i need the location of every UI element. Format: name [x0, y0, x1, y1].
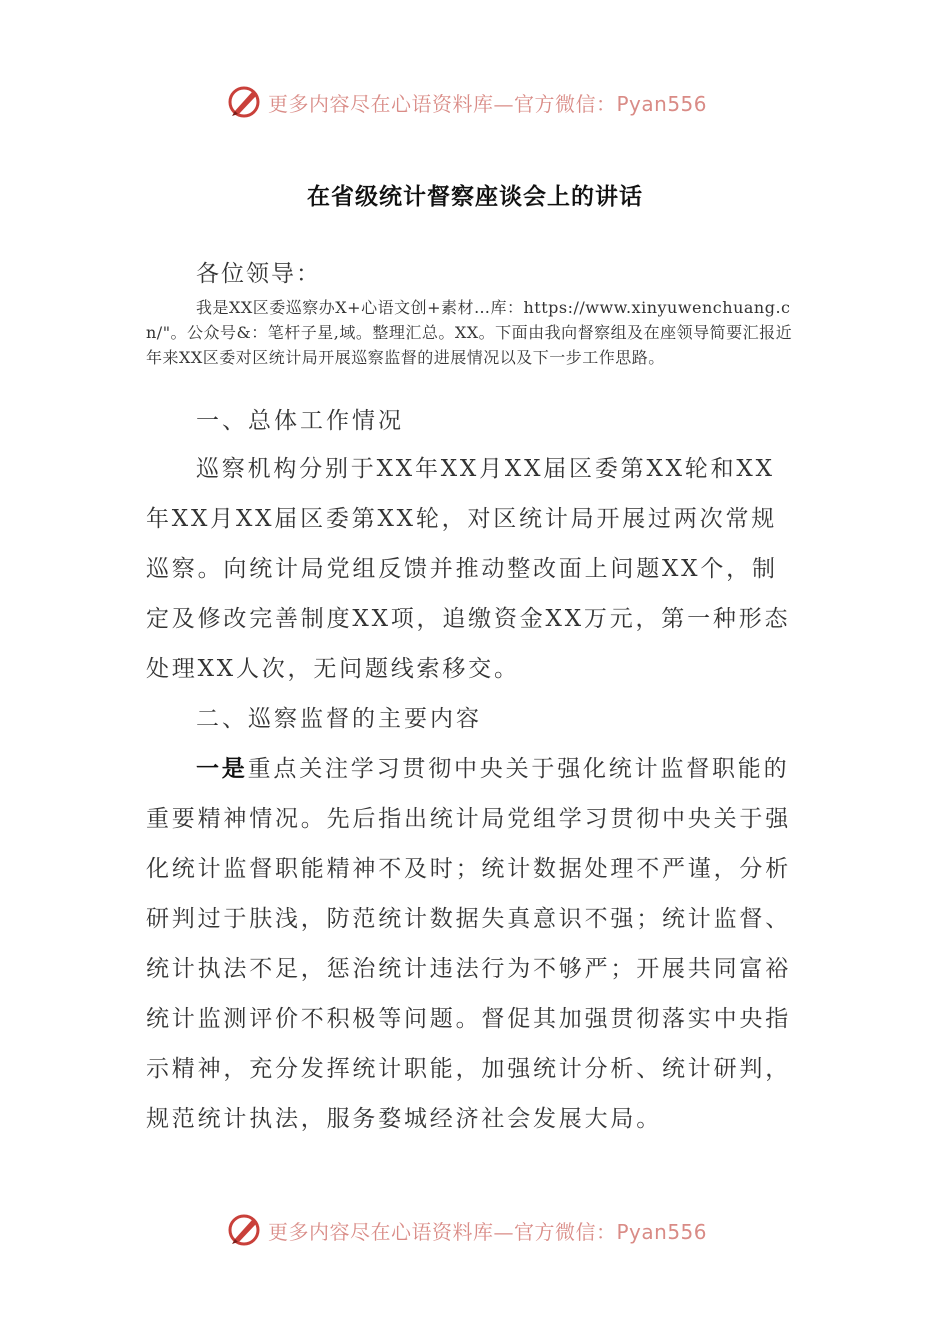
footer-banner [226, 1210, 707, 1250]
banner-wechat-id: Pyan556 [616, 91, 708, 116]
section-2-text: 重点关注学习贯彻中央关于强化统计监督职能的重要精神情况。先后指出统计局党组学习贯彻中央关于强化统计监督职能精神不及时；统计数据处理不严谨，分析研判过于肤浅，防范统计数据失真意识不强；统计监督、统计执法不足，惩治统计违法行为不够严；开展共同富裕统计监测评价不积极等问题。督促其加强贯彻落实中央指示精神，充分发挥统计职能，加强统计分析、统计研判，规范统计执法，服务婺城经济社会发展大局。 [146, 756, 791, 1132]
section-2-lead: 一是 [196, 755, 248, 782]
section-2-body [146, 744, 794, 1144]
section-1-body: 巡察机构分别于XX年XX月XX届区委第XX轮和XX年XX月XX届区委第XX轮，对区统计局开展过两次常规巡察。向统计局党组反馈并推动整改面上问题XX个，制定及修改完善制度XX项，追缴资金XX万元，第一种形态处理XX人次，无问题线索移交。 [146, 456, 791, 682]
pen-logo-icon [226, 1212, 262, 1248]
banner-wechat-id: Pyan556 [616, 1219, 708, 1244]
intro-paragraph [146, 295, 806, 370]
section-1-heading: 一、总体工作情况 [196, 408, 404, 434]
section-2-heading: 二、巡察监督的主要内容 [196, 706, 482, 732]
salutation: 各位领导： [196, 261, 321, 287]
document-title: 在省级统计督察座谈会上的讲话 [307, 184, 643, 210]
banner-text: 更多内容尽在心语资料库—官方微信： [268, 91, 617, 116]
header-banner [226, 82, 707, 122]
intro-text: 我是XX区委巡察办X+心语文创+素材…库：https://www.xinyuwenchuang.cn/"。公众号&：笔杆子星,域。整理汇总。XX。下面由我向督察组及在座领导简要汇报近年来XX区委对区统计局开展巡察监督的进展情况以及下一步工作思路。 [146, 298, 793, 367]
pen-logo-icon [226, 84, 262, 120]
banner-text: 更多内容尽在心语资料库—官方微信： [268, 1219, 617, 1244]
